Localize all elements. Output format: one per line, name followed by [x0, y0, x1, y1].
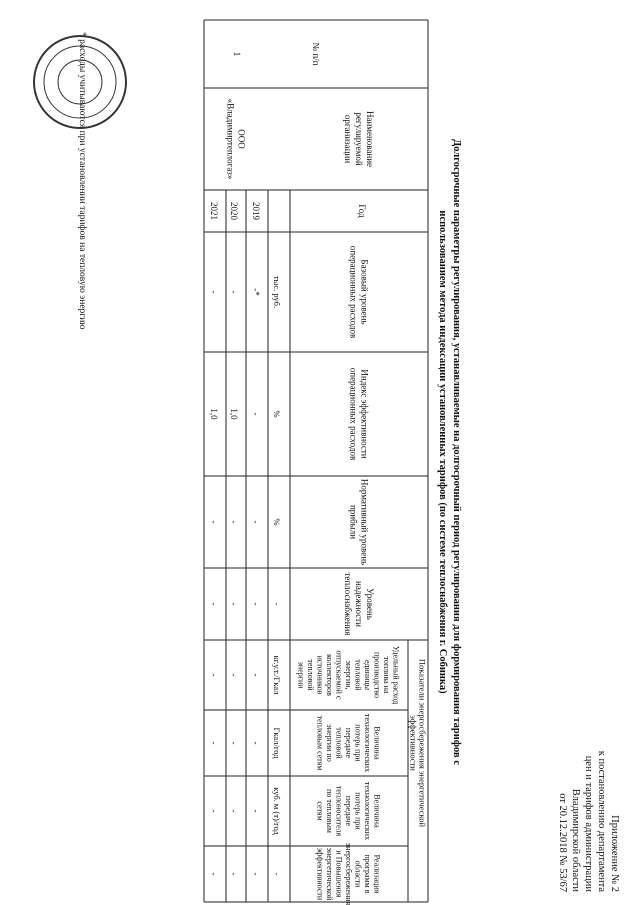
header-fuel-dynamics: [395, 874, 396, 875]
header-energy-group: эффективности: [408, 715, 419, 771]
cell-fuel: -: [229, 673, 239, 677]
annex-line: цен и тарифов администрации: [583, 755, 594, 892]
footnote: * расходы учитываются при установлении тарифов на тепловую энергию: [77, 32, 87, 330]
header-program: области: [353, 860, 363, 888]
header-fuel: производство: [372, 651, 382, 699]
row-num: 1: [232, 51, 242, 57]
row-year: 2020: [229, 202, 239, 220]
header-efficiency: Индекс эффективности: [359, 369, 370, 459]
cell-fuel: -: [251, 673, 261, 677]
header-carrier-loss: потерь при: [353, 792, 363, 830]
annex-line: Владимирской области: [570, 788, 581, 892]
header-fuel: Удельный расход: [391, 645, 401, 705]
unit-fuel: кг.у.т./Гкал: [272, 655, 282, 695]
header-carrier-loss: теплоносителя: [334, 785, 344, 837]
header-heat-loss: энергии по: [325, 724, 334, 762]
cell-profit: -: [251, 520, 261, 524]
header-fuel: энергии,: [344, 660, 353, 690]
header-heat-loss: тепловым сетям: [315, 715, 325, 771]
header-program: эффективности: [315, 847, 325, 901]
header-fuel-dynamics: [406, 874, 407, 875]
title-line-1: Долгосрочные параметры регулирования, устанавливаемые на долгосрочный период регулирования для формирования тарифов с: [451, 138, 462, 766]
cell-efficiency: -: [251, 412, 261, 416]
annex-line: к постановлению департамента: [596, 750, 607, 892]
header-num: № п/п: [311, 42, 321, 66]
row-year: 2019: [251, 202, 261, 220]
header-fuel: энергии: [296, 661, 306, 689]
cell-profit: -: [209, 520, 219, 524]
header-profit: прибыли: [348, 504, 359, 540]
header-fuel: топлива на: [382, 656, 391, 694]
header-carrier-loss: передаче: [344, 795, 353, 827]
header-carrier-loss: Величина: [372, 794, 382, 828]
header-base: операционных расходов: [348, 245, 359, 339]
header-reliability: надежности: [354, 581, 364, 627]
header-energy-group: Показатели энергосбережения энергетической: [417, 658, 428, 828]
header-org: регулируемой: [354, 112, 364, 166]
header-heat-loss: потерь при: [353, 724, 363, 762]
header-carrier-loss: технологических: [363, 781, 372, 841]
cell-carrier_loss: -: [229, 809, 239, 813]
header-heat-loss: передаче: [344, 727, 353, 759]
cell-heat_loss: -: [251, 741, 261, 745]
row-org: «Владимиртеплогаз»: [225, 98, 236, 180]
title-line-2: использованием метода индексации установленных тарифов (по системе теплоснабжения г. Собинка): [437, 210, 448, 694]
header-fuel: источников: [315, 655, 325, 695]
header-program: и Повышения: [334, 850, 344, 898]
unit-program: -: [272, 872, 282, 876]
header-org: Наименование: [365, 110, 375, 168]
unit-carrier_loss: куб. м (т)/год: [272, 787, 282, 835]
unit-reliability: -: [272, 602, 282, 606]
header-fuel: коллекторов: [325, 654, 334, 696]
unit-base: тыс. руб.: [272, 275, 282, 309]
cell-program: -: [251, 872, 261, 876]
header-base: Базовый уровень: [359, 259, 370, 325]
cell-efficiency: 1,0: [209, 408, 219, 420]
cell-base: -: [229, 290, 239, 294]
cell-carrier_loss: -: [209, 809, 219, 813]
cell-profit: -: [229, 520, 239, 524]
header-efficiency: операционных расходов: [348, 367, 359, 461]
header-carrier-loss: сетям: [315, 801, 325, 821]
row-org: ООО: [236, 129, 247, 149]
header-program: программ в: [363, 854, 372, 894]
header-fuel: единицы: [363, 659, 372, 691]
unit-efficiency: %: [272, 410, 282, 418]
unit-heat_loss: Гкал/год: [272, 727, 282, 759]
cell-reliability: -: [229, 602, 239, 606]
header-heat-loss: Величина: [372, 726, 382, 760]
header-program: энергетической: [325, 847, 334, 901]
header-reliability: Уровень: [365, 588, 375, 620]
header-program: Реализация: [372, 854, 382, 894]
cell-efficiency: 1,0: [229, 408, 239, 420]
row-year: 2021: [209, 202, 219, 220]
cell-reliability: -: [251, 602, 261, 606]
unit-profit: %: [272, 518, 282, 526]
cell-carrier_loss: -: [251, 809, 261, 813]
annex-line: от 20.12.2018 № 53/67: [557, 793, 568, 892]
cell-fuel: -: [209, 673, 219, 677]
header-carrier-loss: по тепловым: [325, 789, 334, 833]
landscape-page: [34, 20, 620, 905]
header-org: организации: [343, 114, 353, 164]
header-fuel: отпускаемой с: [334, 650, 344, 700]
header-reliability: теплоснабжения: [343, 572, 353, 636]
header-heat-loss: технологических: [363, 713, 372, 773]
header-fuel: тепловой: [353, 659, 363, 691]
header-year: Год: [357, 204, 367, 218]
cell-program: -: [209, 872, 219, 876]
cell-heat_loss: -: [229, 741, 239, 745]
annex-line: Приложение № 2: [609, 815, 620, 892]
header-fuel: тепловой: [306, 659, 315, 691]
cell-program: -: [229, 872, 239, 876]
header-program: энергосбережения: [344, 842, 353, 905]
cell-base: -*: [251, 288, 261, 296]
cell-heat_loss: -: [209, 741, 219, 745]
cell-base: -: [209, 290, 219, 294]
header-profit: Нормативный уровень: [359, 478, 370, 566]
header-heat-loss: тепловой: [334, 727, 344, 759]
header-fuel-dynamics: [417, 874, 418, 875]
cell-reliability: -: [209, 602, 219, 606]
